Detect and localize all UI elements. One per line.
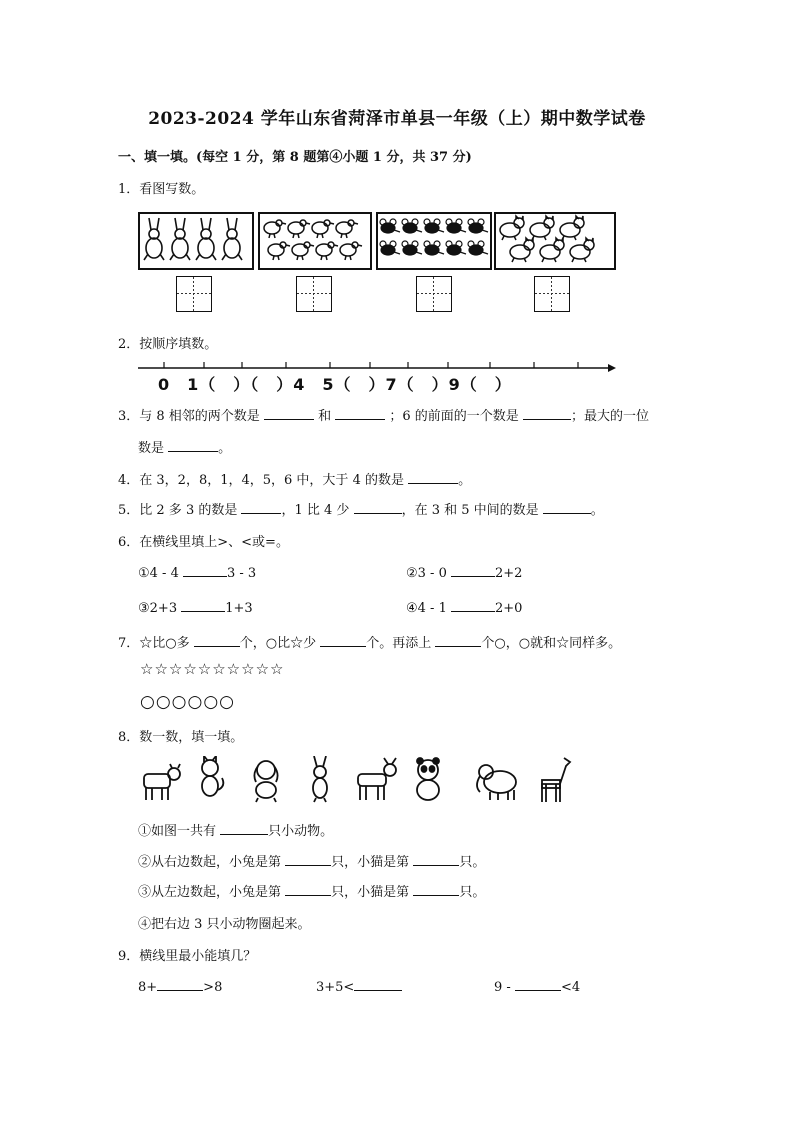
picture-box-mice — [376, 212, 492, 270]
page-title: 2023-2024 学年山东省菏泽市单县一年级（上）期中数学试卷 — [148, 109, 646, 129]
cow-icon — [144, 764, 180, 800]
q6-item-4 — [406, 599, 522, 616]
q8-1-blank[interactable] — [220, 822, 268, 835]
q8-item-4: ④把右边 3 只小动物圈起来。 — [138, 917, 311, 932]
cat-icon — [202, 756, 223, 796]
q3-text-a: 3．与 8 相邻的两个数是 — [118, 409, 260, 424]
q8-item-2 — [138, 851, 485, 870]
q8-3-text-b: 只，小猫是第 — [331, 885, 410, 900]
q5-text-c: ，在 3 和 5 中间的数是 — [401, 503, 539, 518]
q7-blank-1[interactable] — [194, 634, 240, 647]
question-6: 6．在横线里填上>、<或=。 — [118, 535, 289, 550]
q8-2-text-c: 只。 — [459, 855, 486, 870]
q6-4-right: 2+0 — [495, 601, 523, 616]
q4-text-a: 4．在 3，2，8，1，4，5，6 中，大于 4 的数是 — [118, 473, 404, 488]
q3-blank-3[interactable] — [523, 407, 571, 420]
mouse-icon — [378, 214, 490, 268]
q9-item-1 — [138, 978, 222, 995]
q5-blank-3[interactable] — [543, 501, 591, 514]
q3-text-c: ；6 的前面的一个数是 — [389, 409, 519, 424]
circle-row: ○○○○○○ — [140, 692, 236, 712]
q8-3-blank-2[interactable] — [413, 883, 459, 896]
q4-text-b: 。 — [458, 473, 472, 488]
answer-box-2[interactable] — [296, 276, 332, 312]
question-4 — [118, 469, 471, 488]
question-1: 1．看图写数。 — [118, 182, 205, 197]
q9-1-blank[interactable] — [157, 978, 203, 991]
q9-item-3 — [494, 978, 580, 995]
q9-1-left: 8+ — [138, 980, 158, 995]
q6-1-blank[interactable] — [183, 564, 227, 577]
q6-item-1 — [138, 564, 256, 581]
q6-3-left: ③2+3 — [138, 601, 178, 616]
picture-box-rabbits — [138, 212, 254, 270]
question-3-cont — [138, 437, 231, 456]
q8-3-text-a: ③从左边数起，小兔是第 — [138, 885, 282, 900]
cat-icon — [496, 214, 614, 268]
rabbit-icon — [313, 756, 327, 802]
q5-blank-2[interactable] — [354, 501, 402, 514]
q8-1-text-a: ①如图一共有 — [138, 824, 217, 839]
q6-3-right: 1+3 — [225, 601, 253, 616]
q5-text-b: ，1 比 4 少 — [281, 503, 350, 518]
q7-text-b: 个，○比☆少 — [239, 636, 317, 651]
dog-icon — [254, 761, 277, 802]
question-3 — [118, 405, 649, 424]
q8-2-text-a: ②从右边数起，小兔是第 — [138, 855, 282, 870]
q7-text-a: 7．☆比○多 — [118, 636, 190, 651]
answer-box-1[interactable] — [176, 276, 212, 312]
q3-text-f: 。 — [218, 441, 232, 456]
question-9: 9．横线里最小能填几？ — [118, 949, 257, 964]
q5-blank-1[interactable] — [241, 501, 281, 514]
q7-blank-2[interactable] — [320, 634, 366, 647]
number-line-labels: 0 1（ ）（ ）4 5（ ）7（ ）9（ ） — [158, 375, 512, 394]
q8-item-1 — [138, 820, 333, 839]
chick-icon — [260, 214, 370, 268]
animal-row — [138, 756, 578, 806]
giraffe-icon — [542, 758, 570, 802]
q3-text-b: 和 — [318, 409, 332, 424]
picture-box-chicks — [258, 212, 372, 270]
q6-2-blank[interactable] — [451, 564, 495, 577]
q9-3-left: 9 - — [494, 980, 511, 995]
q7-blank-3[interactable] — [435, 634, 481, 647]
question-5 — [118, 499, 604, 518]
goat-icon — [358, 758, 396, 800]
q6-2-right: 2+2 — [495, 566, 523, 581]
q3-blank-1[interactable] — [264, 407, 314, 420]
question-8: 8．数一数，填一填。 — [118, 730, 244, 745]
q9-2-blank[interactable] — [354, 978, 402, 991]
q5-text-d: 。 — [590, 503, 604, 518]
q6-item-2 — [406, 564, 522, 581]
q3-text-e: 数是 — [138, 441, 165, 456]
q4-blank[interactable] — [408, 471, 458, 484]
q6-4-left: ④4 - 1 — [406, 601, 447, 616]
q6-2-left: ②3 - 0 — [406, 566, 447, 581]
q8-1-text-b: 只小动物。 — [268, 824, 334, 839]
q8-2-blank-2[interactable] — [413, 853, 459, 866]
q7-text-c: 个。再添上 — [366, 636, 432, 651]
question-2: 2．按顺序填数。 — [118, 337, 218, 352]
q3-text-d: ；最大的一位 — [570, 409, 649, 424]
answer-box-4[interactable] — [534, 276, 570, 312]
answer-box-3[interactable] — [416, 276, 452, 312]
q8-item-3 — [138, 881, 485, 900]
q8-3-text-c: 只。 — [459, 885, 486, 900]
q5-text-a: 5．比 2 多 3 的数是 — [118, 503, 238, 518]
q3-blank-4[interactable] — [168, 439, 218, 452]
q9-1-right: >8 — [203, 980, 223, 995]
q8-2-text-b: 只，小猫是第 — [331, 855, 410, 870]
q9-2-left: 3+5< — [316, 980, 355, 995]
q3-blank-2[interactable] — [335, 407, 385, 420]
q8-3-blank-1[interactable] — [285, 883, 331, 896]
rabbit-icon — [140, 214, 252, 268]
picture-box-cats — [494, 212, 616, 270]
section-heading: 一、填一填。(每空 1 分，第 8 题第④小题 1 分，共 37 分) — [118, 150, 472, 165]
q6-3-blank[interactable] — [181, 599, 225, 612]
panda-icon — [417, 758, 439, 800]
q9-item-2 — [316, 978, 402, 995]
q8-2-blank-1[interactable] — [285, 853, 331, 866]
q9-3-blank[interactable] — [515, 978, 561, 991]
q7-text-d: 个○，○就和☆同样多。 — [481, 636, 622, 651]
q6-1-left: ①4 - 4 — [138, 566, 179, 581]
question-7 — [118, 632, 621, 651]
q6-1-right: 3 - 3 — [227, 566, 257, 581]
q6-item-3 — [138, 599, 253, 616]
q9-3-right: <4 — [560, 980, 581, 995]
elephant-icon — [477, 765, 516, 800]
star-row: ☆☆☆☆☆☆☆☆☆☆ — [140, 660, 285, 678]
q6-4-blank[interactable] — [451, 599, 495, 612]
